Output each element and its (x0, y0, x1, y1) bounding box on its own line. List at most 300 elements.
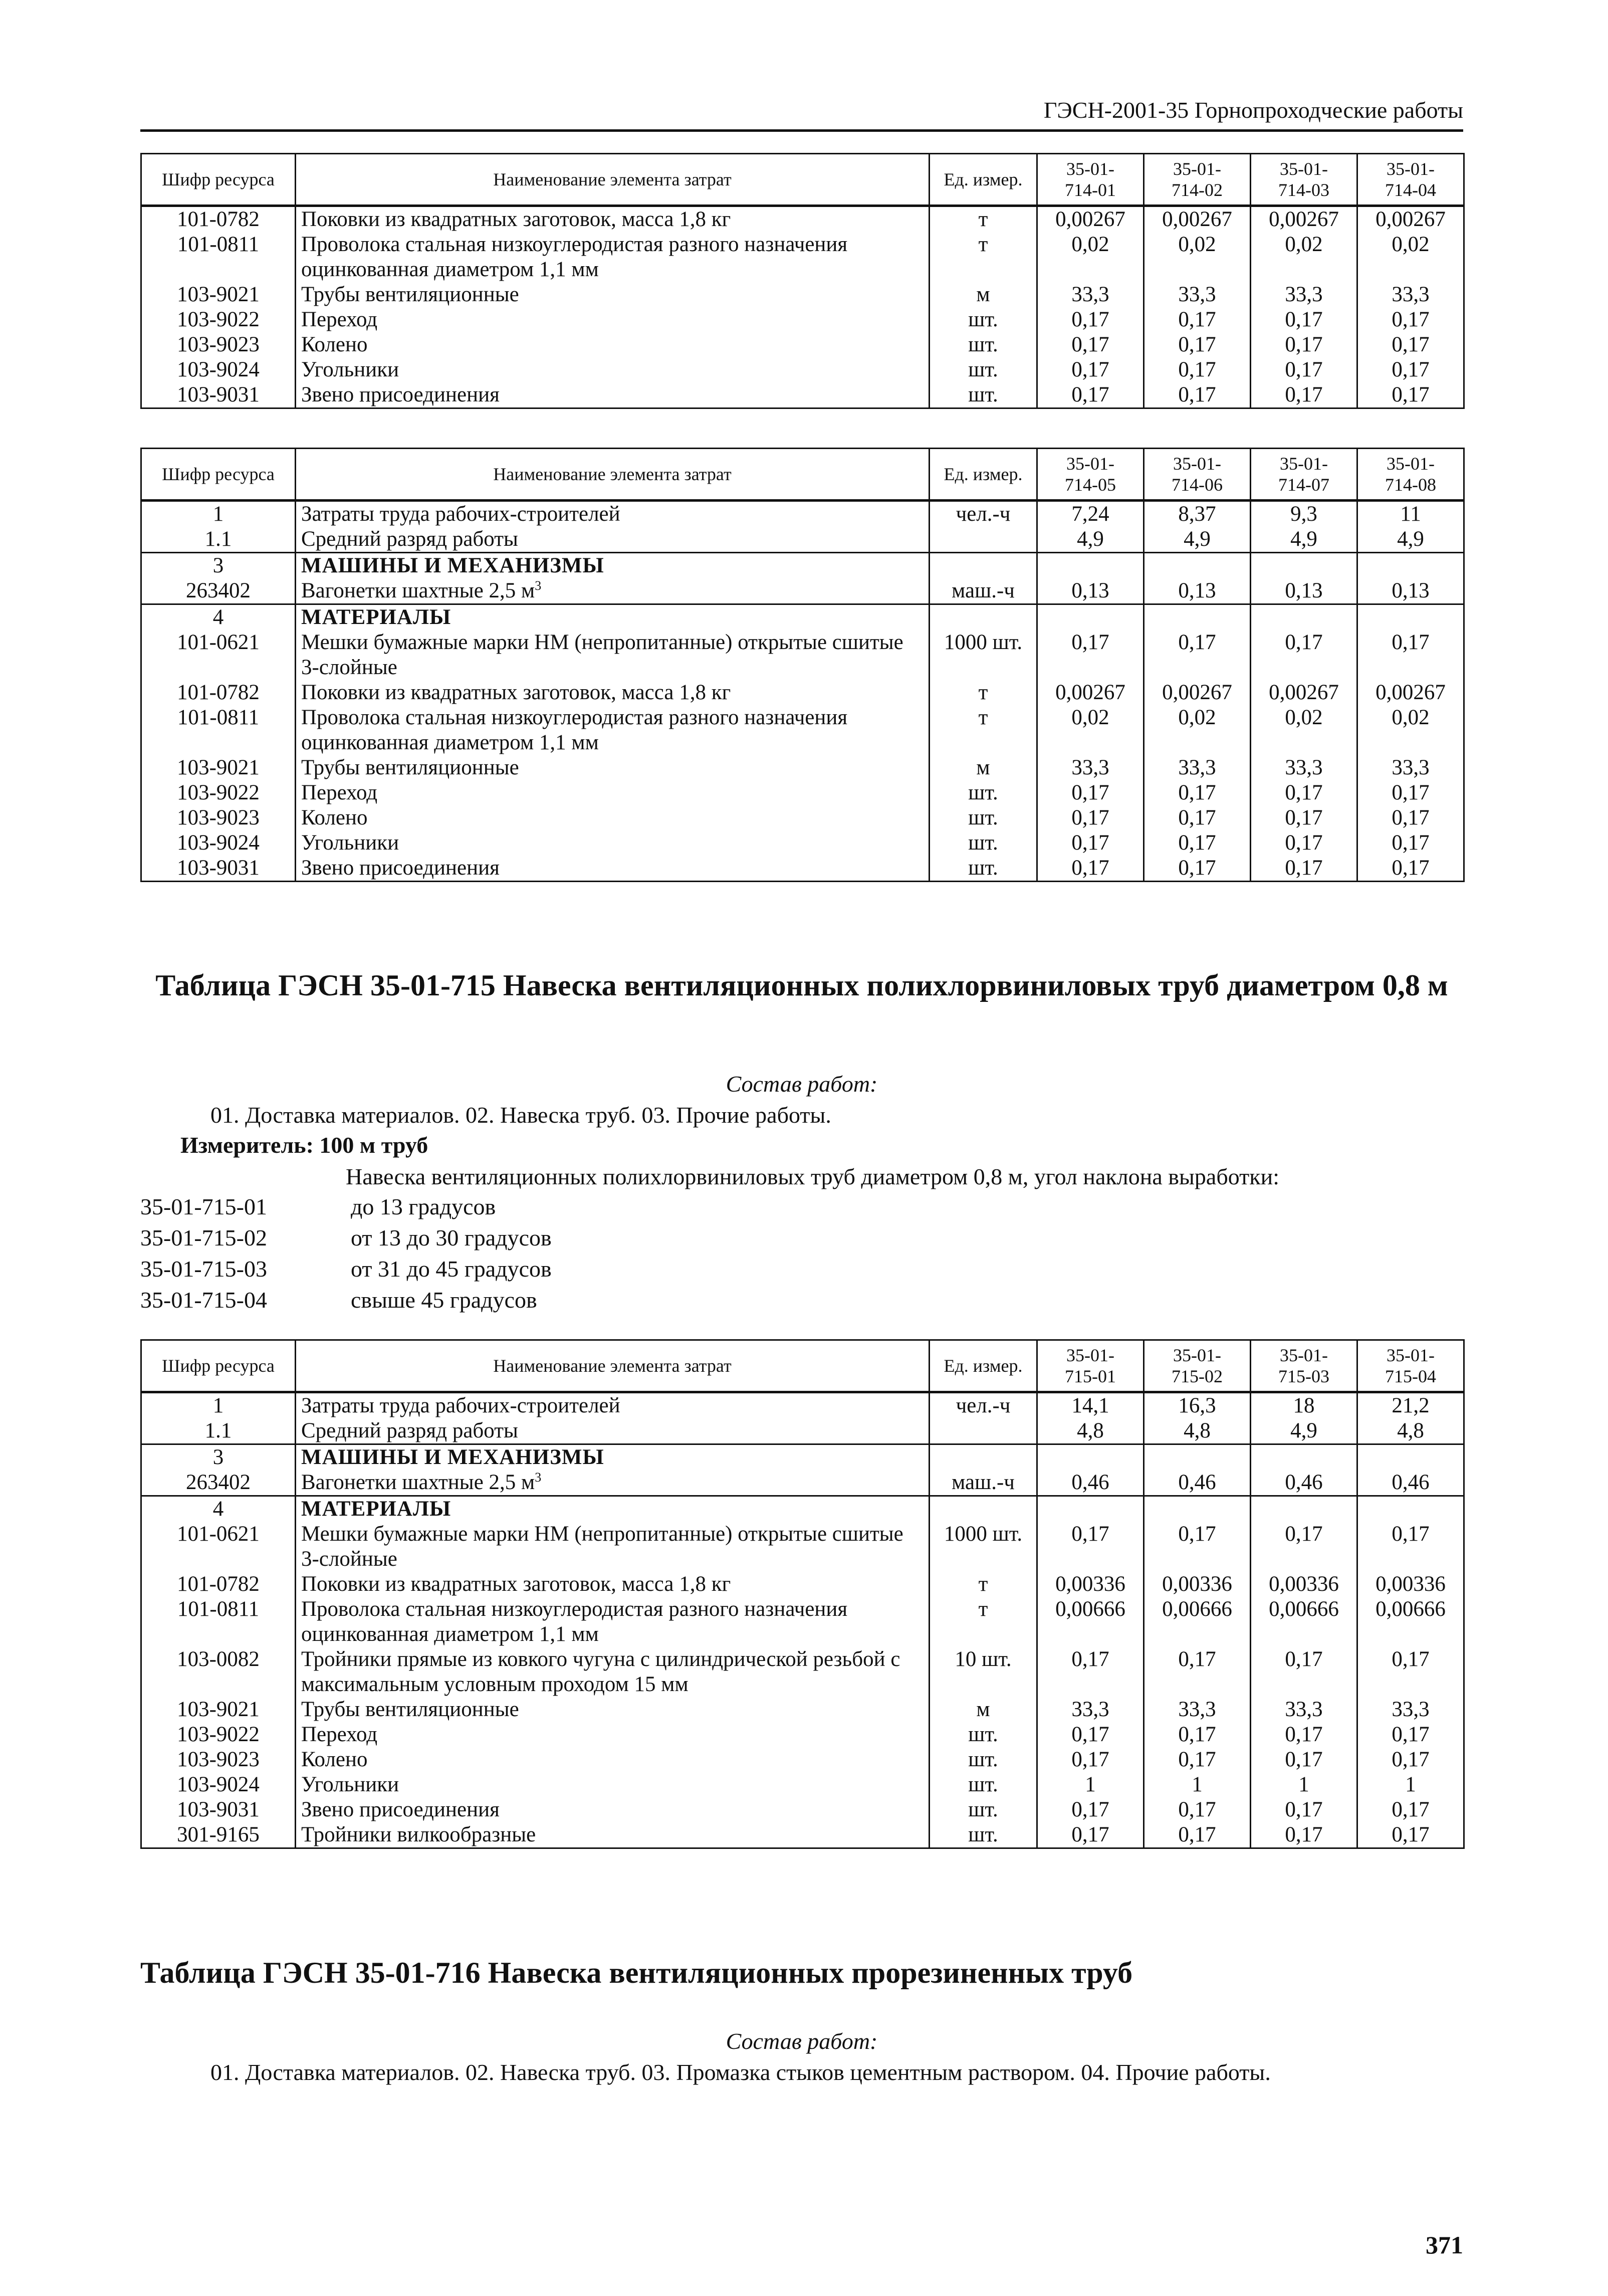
resource-code: 103-9031 (141, 856, 296, 882)
norm-value: 4,8 (1357, 1418, 1464, 1444)
resource-name (296, 1392, 930, 1419)
section-row (141, 553, 1464, 579)
unit (930, 1418, 1037, 1444)
header-code: Шифр ресурса (141, 449, 296, 501)
table-header-row (141, 449, 1464, 501)
norm-value: 0,17 (1251, 1722, 1357, 1747)
unit: шт. (930, 307, 1037, 332)
norm-value: 0,17 (1357, 1522, 1464, 1572)
header-name: Наименование элемента затрат (296, 1340, 930, 1392)
resource-code: 103-9023 (141, 332, 296, 357)
variant-row (140, 1192, 496, 1222)
resource-code: 103-9022 (141, 1722, 296, 1747)
resource-name (296, 206, 930, 233)
unit: шт. (930, 1797, 1037, 1822)
resource-code: 103-9024 (141, 1772, 296, 1797)
table-row (141, 382, 1464, 408)
resource-name-text: Звено присоединения (301, 856, 500, 880)
norm-value: 0,17 (1144, 1822, 1251, 1848)
header-norm-code: 35-01- 715-04 (1357, 1340, 1464, 1392)
unit: чел.-ч (930, 1392, 1037, 1419)
header-norm-code: 35-01- 714-05 (1037, 449, 1144, 501)
unit: шт. (930, 856, 1037, 882)
norm-value: 4,9 (1037, 527, 1144, 553)
norm-value: 0,17 (1037, 382, 1144, 408)
resource-name (296, 680, 930, 705)
norm-value (1357, 1496, 1464, 1522)
resource-name (296, 232, 930, 282)
unit: маш.-ч (930, 1470, 1037, 1496)
resource-name-text: Затраты труда рабочих-строителей (301, 502, 620, 526)
resource-name-text: МАШИНЫ И МЕХАНИЗМЫ (301, 554, 604, 577)
resource-name (296, 856, 930, 882)
unit (930, 1444, 1037, 1471)
unit: шт. (930, 1722, 1037, 1747)
norm-value: 0,17 (1357, 856, 1464, 882)
resource-name-text: МАТЕРИАЛЫ (301, 605, 451, 629)
resource-name-text: Тройники вилкообразные (301, 1823, 536, 1846)
variant-code: 35-01-715-03 (140, 1256, 267, 1282)
norm-value: 0,13 (1357, 578, 1464, 604)
resource-code: 103-9024 (141, 357, 296, 382)
norm-value (1357, 553, 1464, 579)
resource-code: 1 (141, 501, 296, 527)
resource-name-text: Трубы вентиляционные (301, 1698, 519, 1721)
norm-value: 0,02 (1357, 705, 1464, 755)
resource-name-text: Затраты труда рабочих-строителей (301, 1394, 620, 1417)
variant-text: от 13 до 30 градусов (351, 1225, 552, 1250)
resource-code: 103-9021 (141, 282, 296, 307)
resource-name (296, 805, 930, 830)
norm-value (1357, 604, 1464, 631)
table-row (141, 1597, 1464, 1647)
resource-code: 101-0811 (141, 232, 296, 282)
section-name (296, 604, 930, 631)
resource-name-text: Проволока стальная низкоуглеродистая разного назначения оцинкованная диаметром 1,1 мм (301, 706, 848, 754)
resource-name (296, 527, 930, 553)
unit: м (930, 1697, 1037, 1722)
unit: т (930, 1597, 1037, 1647)
norm-value: 0,46 (1357, 1470, 1464, 1496)
norm-value: 7,24 (1037, 501, 1144, 527)
norm-value: 0,17 (1357, 332, 1464, 357)
table-row (141, 527, 1464, 553)
resource-name-text: Колено (301, 1748, 368, 1771)
resource-name-text: Тройники прямые из ковкого чугуна с цилиндрической резьбой с максимальным условным проходом 15 мм (301, 1647, 900, 1696)
variant-code: 35-01-715-01 (140, 1194, 267, 1219)
norm-value: 0,17 (1144, 805, 1251, 830)
norm-value: 0,17 (1357, 1747, 1464, 1772)
norm-value: 0,17 (1144, 780, 1251, 805)
norm-value: 33,3 (1251, 1697, 1357, 1722)
resource-name-text: Поковки из квадратных заготовок, масса 1,8 кг (301, 681, 731, 704)
norm-value: 0,00267 (1037, 680, 1144, 705)
unit: м (930, 755, 1037, 780)
header-norm-code: 35-01- 715-01 (1037, 1340, 1144, 1392)
section-name (296, 1444, 930, 1471)
composition-text-715: 01. Доставка материалов. 02. Навеска труб. 03. Прочие работы. (210, 1102, 831, 1128)
resource-name (296, 1747, 930, 1772)
norm-value: 0,17 (1251, 357, 1357, 382)
norm-value: 0,17 (1144, 332, 1251, 357)
unit: шт. (930, 780, 1037, 805)
norm-value: 0,00267 (1251, 206, 1357, 233)
composition-text-716: 01. Доставка материалов. 02. Навеска труб. 03. Промазка стыков цементным раствором. 04. Прочие работы. (210, 2059, 1271, 2085)
norm-value: 4,8 (1144, 1418, 1251, 1444)
norm-value: 33,3 (1144, 755, 1251, 780)
unit (930, 527, 1037, 553)
norm-value: 33,3 (1144, 282, 1251, 307)
resource-name (296, 282, 930, 307)
unit: шт. (930, 382, 1037, 408)
norm-value: 14,1 (1037, 1392, 1144, 1419)
header-norm-code: 35-01- 714-04 (1357, 154, 1464, 206)
resource-name-text: Звено присоединения (301, 383, 500, 406)
resource-name (296, 1772, 930, 1797)
variant-code: 35-01-715-02 (140, 1225, 267, 1250)
table-header-row (141, 154, 1464, 206)
norm-value: 0,17 (1251, 1647, 1357, 1697)
norm-value: 0,00666 (1251, 1597, 1357, 1647)
norm-value: 0,00336 (1357, 1572, 1464, 1597)
resource-name-text: Проволока стальная низкоуглеродистая разного назначения оцинкованная диаметром 1,1 мм (301, 1597, 848, 1646)
norm-value: 0,17 (1251, 1522, 1357, 1572)
norm-value: 0,17 (1037, 780, 1144, 805)
resource-code: 101-0782 (141, 206, 296, 233)
unit: 1000 шт. (930, 1522, 1037, 1572)
table-row (141, 332, 1464, 357)
norm-value: 0,17 (1251, 780, 1357, 805)
norm-value: 0,00666 (1357, 1597, 1464, 1647)
resource-code: 103-9022 (141, 307, 296, 332)
norm-value: 0,17 (1144, 1522, 1251, 1572)
header-name: Наименование элемента затрат (296, 449, 930, 501)
resource-name-text: Средний разряд работы (301, 1419, 518, 1442)
norm-value: 0,46 (1144, 1470, 1251, 1496)
resource-name-text: Вагонетки шахтные 2,5 м (301, 579, 535, 602)
norm-value (1144, 1496, 1251, 1522)
resource-table-715 (140, 1339, 1465, 1849)
resource-name-text: Переход (301, 781, 378, 804)
norm-value (1037, 1444, 1144, 1471)
resource-name-text: Мешки бумажные марки НМ (непропитанные) открытые сшитые 3-слойные (301, 631, 903, 679)
resource-code: 103-9031 (141, 1797, 296, 1822)
resource-name-text: Средний разряд работы (301, 527, 518, 551)
norm-value: 0,17 (1144, 382, 1251, 408)
norm-value: 0,17 (1357, 630, 1464, 680)
resource-name (296, 705, 930, 755)
unit: т (930, 680, 1037, 705)
resource-name (296, 1418, 930, 1444)
norm-value: 33,3 (1037, 755, 1144, 780)
resource-name (296, 1522, 930, 1572)
norm-value: 33,3 (1037, 1697, 1144, 1722)
norm-value: 0,17 (1144, 307, 1251, 332)
unit: т (930, 206, 1037, 233)
norm-value: 0,17 (1037, 805, 1144, 830)
norm-value: 0,46 (1251, 1470, 1357, 1496)
table-row (141, 501, 1464, 527)
norm-value: 1 (1037, 1772, 1144, 1797)
norm-value: 0,17 (1037, 830, 1144, 856)
resource-name-text: Угольники (301, 358, 399, 381)
norm-value (1144, 604, 1251, 631)
table-row (141, 805, 1464, 830)
table-row (141, 1572, 1464, 1597)
resource-name (296, 578, 930, 604)
norm-value: 0,17 (1251, 805, 1357, 830)
norm-value: 0,02 (1144, 232, 1251, 282)
norm-value: 33,3 (1251, 755, 1357, 780)
norm-value: 21,2 (1357, 1392, 1464, 1419)
unit (930, 604, 1037, 631)
norm-value: 0,00336 (1037, 1572, 1144, 1597)
norm-value: 0,17 (1037, 1822, 1144, 1848)
table-row (141, 1722, 1464, 1747)
header-norm-code: 35-01- 714-06 (1144, 449, 1251, 501)
norm-value: 0,02 (1144, 705, 1251, 755)
header-norm-code: 35-01- 715-03 (1251, 1340, 1357, 1392)
norm-value: 0,02 (1251, 232, 1357, 282)
norm-value (1357, 1444, 1464, 1471)
norm-value: 4,9 (1251, 527, 1357, 553)
variants-intro-715: Навеска вентиляционных полихлорвиниловых труб диаметром 0,8 м, угол наклона выработки: (346, 1164, 1279, 1189)
section-name (296, 1496, 930, 1522)
norm-value: 0,17 (1357, 382, 1464, 408)
norm-value (1144, 553, 1251, 579)
table-row (141, 680, 1464, 705)
norm-value (1251, 604, 1357, 631)
resource-name (296, 357, 930, 382)
resource-code: 103-9024 (141, 830, 296, 856)
header-norm-code: 35-01- 714-08 (1357, 449, 1464, 501)
resource-name (296, 1647, 930, 1697)
resource-code: 101-0782 (141, 1572, 296, 1597)
section-row (141, 604, 1464, 631)
resource-code: 103-9023 (141, 805, 296, 830)
norm-value: 0,17 (1144, 1647, 1251, 1697)
norm-value: 0,00267 (1251, 680, 1357, 705)
norm-value: 0,00267 (1144, 206, 1251, 233)
header-name: Наименование элемента затрат (296, 154, 930, 206)
resource-code: 103-9023 (141, 1747, 296, 1772)
resource-name (296, 382, 930, 408)
norm-value: 0,17 (1251, 307, 1357, 332)
norm-value: 0,17 (1357, 780, 1464, 805)
norm-value: 33,3 (1357, 755, 1464, 780)
resource-name (296, 1572, 930, 1597)
resource-name (296, 1597, 930, 1647)
resource-code: 103-9031 (141, 382, 296, 408)
resource-name-text: Угольники (301, 1773, 399, 1796)
resource-name-text: МАШИНЫ И МЕХАНИЗМЫ (301, 1445, 604, 1469)
variant-row (140, 1285, 537, 1315)
unit: 10 шт. (930, 1647, 1037, 1697)
norm-value: 0,17 (1251, 382, 1357, 408)
norm-value: 0,17 (1144, 1797, 1251, 1822)
norm-value: 0,17 (1357, 805, 1464, 830)
table-row (141, 1797, 1464, 1822)
norm-value: 0,02 (1037, 705, 1144, 755)
norm-value: 0,17 (1251, 1747, 1357, 1772)
norm-value: 0,02 (1357, 232, 1464, 282)
unit: т (930, 232, 1037, 282)
resource-code: 4 (141, 1496, 296, 1522)
norm-value: 33,3 (1144, 1697, 1251, 1722)
resource-code: 101-0621 (141, 630, 296, 680)
norm-value: 0,46 (1037, 1470, 1144, 1496)
variant-text: от 31 до 45 градусов (351, 1256, 552, 1282)
resource-name-text: Колено (301, 806, 368, 829)
unit: маш.-ч (930, 578, 1037, 604)
unit-exponent: 3 (535, 578, 542, 593)
unit: шт. (930, 830, 1037, 856)
table-row (141, 206, 1464, 233)
unit: чел.-ч (930, 501, 1037, 527)
header-code: Шифр ресурса (141, 154, 296, 206)
norm-value: 0,17 (1037, 1647, 1144, 1697)
norm-value: 33,3 (1357, 1697, 1464, 1722)
table-row (141, 755, 1464, 780)
resource-name-text: Поковки из квадратных заготовок, масса 1,8 кг (301, 207, 731, 231)
table-row (141, 1772, 1464, 1797)
norm-value: 0,17 (1251, 1822, 1357, 1848)
norm-value: 0,17 (1251, 630, 1357, 680)
norm-value: 0,00666 (1037, 1597, 1144, 1647)
norm-value: 1 (1357, 1772, 1464, 1797)
norm-value: 0,02 (1251, 705, 1357, 755)
table-row (141, 630, 1464, 680)
norm-value: 33,3 (1037, 282, 1144, 307)
norm-value (1251, 553, 1357, 579)
resource-code: 1 (141, 1392, 296, 1419)
header-norm-code: 35-01- 714-07 (1251, 449, 1357, 501)
norm-value: 0,17 (1037, 1522, 1144, 1572)
norm-value: 0,13 (1251, 578, 1357, 604)
norm-value: 0,00267 (1037, 206, 1144, 233)
norm-value (1037, 1496, 1144, 1522)
table-header-row (141, 1340, 1464, 1392)
resource-name-text: Переход (301, 1723, 378, 1746)
resource-name-text: Мешки бумажные марки НМ (непропитанные) открытые сшитые 3-слойные (301, 1522, 903, 1571)
norm-value: 0,17 (1144, 1722, 1251, 1747)
header-unit: Ед. измер. (930, 449, 1037, 501)
table-row (141, 1392, 1464, 1419)
table-row (141, 282, 1464, 307)
resource-name (296, 830, 930, 856)
resource-table-714-part-2 (140, 448, 1465, 882)
resource-code: 263402 (141, 578, 296, 604)
header-norm-code: 35-01- 714-01 (1037, 154, 1144, 206)
norm-value: 0,17 (1037, 1747, 1144, 1772)
table-row (141, 578, 1464, 604)
section-name (296, 553, 930, 579)
table-715-title: Таблица ГЭСН 35-01-715 Навеска вентиляционных полихлорвиниловых труб диаметром 0,8 м (155, 969, 1448, 1002)
table-row (141, 1822, 1464, 1848)
table-row (141, 1647, 1464, 1697)
resource-code: 101-0782 (141, 680, 296, 705)
resource-name-text: Угольники (301, 831, 399, 855)
resource-name (296, 1470, 930, 1496)
header-norm-code: 35-01- 714-03 (1251, 154, 1357, 206)
norm-value: 33,3 (1357, 282, 1464, 307)
resource-code: 103-9021 (141, 755, 296, 780)
norm-value: 0,00267 (1144, 680, 1251, 705)
table-row (141, 780, 1464, 805)
table-716-title: Таблица ГЭСН 35-01-716 Навеска вентиляционных прорезиненных труб (140, 1956, 1133, 1989)
table-row (141, 856, 1464, 882)
norm-value: 0,17 (1144, 1747, 1251, 1772)
norm-value: 0,17 (1357, 307, 1464, 332)
norm-value: 0,13 (1037, 578, 1144, 604)
norm-value (1251, 1496, 1357, 1522)
unit: 1000 шт. (930, 630, 1037, 680)
unit (930, 553, 1037, 579)
table-row (141, 830, 1464, 856)
norm-value: 8,37 (1144, 501, 1251, 527)
resource-name (296, 1697, 930, 1722)
resource-name (296, 1722, 930, 1747)
unit-exponent: 3 (535, 1470, 542, 1485)
norm-value: 0,17 (1357, 1722, 1464, 1747)
resource-name (296, 1797, 930, 1822)
resource-code: 301-9165 (141, 1822, 296, 1848)
norm-value: 0,17 (1037, 357, 1144, 382)
norm-value: 0,00267 (1357, 680, 1464, 705)
resource-code: 101-0811 (141, 1597, 296, 1647)
variant-code: 35-01-715-04 (140, 1287, 267, 1313)
section-row (141, 1444, 1464, 1471)
resource-name-text: Переход (301, 308, 378, 331)
resource-name-text: Вагонетки шахтные 2,5 м (301, 1471, 535, 1494)
norm-value: 0,17 (1357, 830, 1464, 856)
variant-text: до 13 градусов (351, 1194, 496, 1219)
resource-code: 1.1 (141, 1418, 296, 1444)
norm-value: 1 (1251, 1772, 1357, 1797)
table-row (141, 705, 1464, 755)
resource-code: 103-9021 (141, 1697, 296, 1722)
norm-value: 0,17 (1037, 307, 1144, 332)
header-unit: Ед. измер. (930, 1340, 1037, 1392)
unit: шт. (930, 1772, 1037, 1797)
norm-value: 1 (1144, 1772, 1251, 1797)
norm-value: 9,3 (1251, 501, 1357, 527)
norm-value: 0,17 (1251, 830, 1357, 856)
norm-value (1251, 1444, 1357, 1471)
unit: м (930, 282, 1037, 307)
composition-label-716: Состав работ: (726, 2028, 878, 2054)
norm-value: 4,9 (1144, 527, 1251, 553)
unit: т (930, 705, 1037, 755)
resource-name-text: МАТЕРИАЛЫ (301, 1497, 451, 1521)
header-norm-code: 35-01- 715-02 (1144, 1340, 1251, 1392)
resource-name (296, 630, 930, 680)
resource-code: 4 (141, 604, 296, 631)
norm-value (1037, 553, 1144, 579)
norm-value: 0,17 (1037, 332, 1144, 357)
norm-value: 0,17 (1037, 856, 1144, 882)
unit: шт. (930, 805, 1037, 830)
unit: шт. (930, 332, 1037, 357)
resource-code: 3 (141, 1444, 296, 1471)
resource-name (296, 755, 930, 780)
norm-value: 4,9 (1357, 527, 1464, 553)
header-unit: Ед. измер. (930, 154, 1037, 206)
unit: шт. (930, 1822, 1037, 1848)
variant-row (140, 1254, 552, 1284)
resource-code: 101-0621 (141, 1522, 296, 1572)
resource-name-text: Проволока стальная низкоуглеродистая разного назначения оцинкованная диаметром 1,1 мм (301, 233, 848, 281)
